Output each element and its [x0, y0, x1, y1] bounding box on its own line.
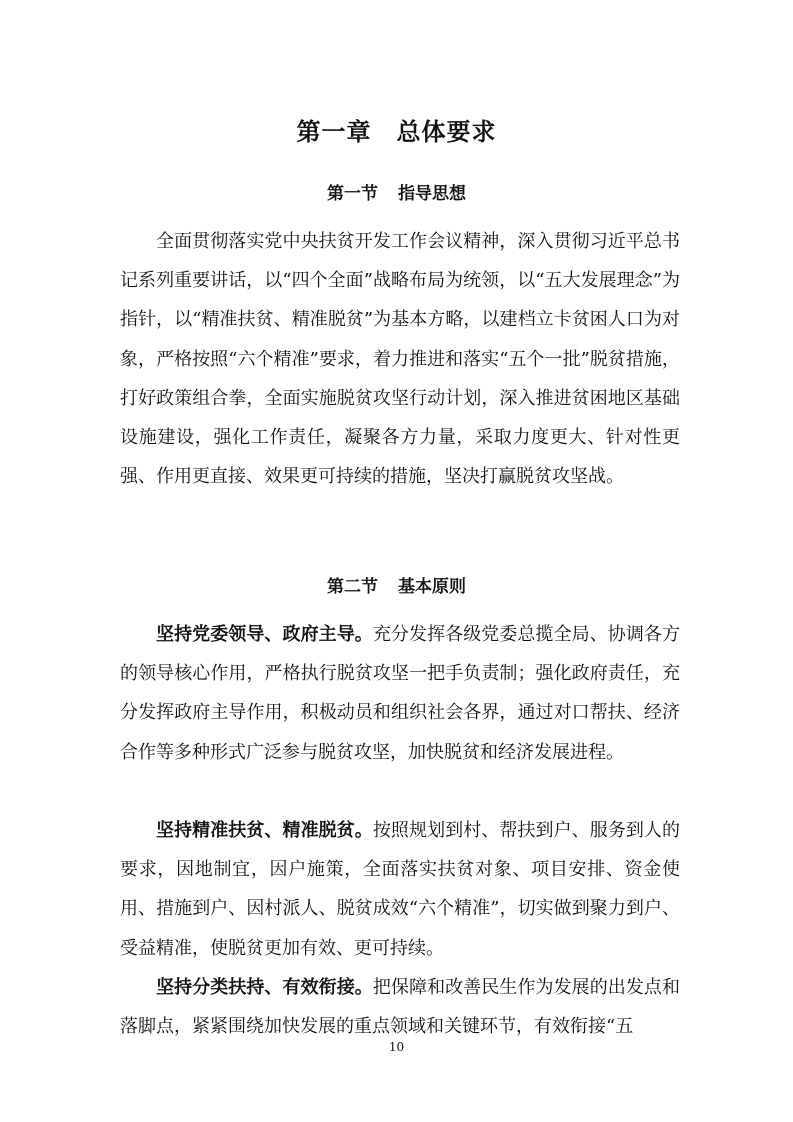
section-heading-basic-principles [0, 572, 793, 597]
section-label: 第一节 [327, 184, 378, 204]
principle-body: 充分发挥各级党委总揽全局、协调各方的领导核心作用，严格执行脱贫攻坚一把手负责制；强化政府责任，充分发挥政府主导作用，积极动员和组织社会各界，通过对口帮扶、经济合作等多种形式广泛参与脱贫攻坚，加快脱贫和经济发展进程。 [120, 624, 681, 763]
paragraph-principle-classified-support [120, 968, 680, 1046]
section-heading-guiding-thought [0, 179, 793, 204]
section-title: 基本原则 [398, 577, 466, 597]
paragraph-guiding-thought: 全面贯彻落实党中央扶贫开发工作会议精神，深入贯彻习近平总书记系列重要讲话，以“四个全面”战略布局为统领，以“五大发展理念”为指针，以“精准扶贫、精准脱贫”为基本方略，以建档立卡贫困人口为对象，严格按照“六个精准”要求，着力推进和落实“五个一批”脱贫措施，打好政策组合拳，全面实施脱贫攻坚行动计划，深入推进贫困地区基础设施建设，强化工作责任，凝聚各方力量，采取力度更大、针对性更强、作用更直接、效果更可持续的措施，坚决打赢脱贫攻坚战。 [120, 231, 680, 488]
paragraph-principle-precision [120, 811, 680, 968]
principle-body: 按照规划到村、帮扶到户、服务到人的要求，因地制宜，因户施策，全面落实扶贫对象、项目安排、资金使用、措施到户、因村派人、脱贫成效“六个精准”，切实做到聚力到户、受益精准，使脱贫更加有效、更可持续。 [120, 820, 681, 959]
section-title: 指导思想 [398, 184, 466, 204]
page-number: 10 [388, 1040, 405, 1054]
section-label: 第二节 [327, 577, 378, 597]
principle-lead: 坚持精准扶贫、精准脱贫。 [156, 820, 373, 841]
principle-lead: 坚持分类扶持、有效衔接。 [156, 977, 373, 998]
principle-lead: 坚持党委领导、政府主导。 [156, 624, 373, 645]
chapter-title: 第一章 总体要求 [296, 118, 497, 146]
principle-body: 把保障和改善民生作为发展的出发点和落脚点，紧紧围绕加快发展的重点领域和关键环节，有效衔接“五 [120, 977, 681, 1038]
paragraph-principle-party-leadership [120, 615, 680, 772]
